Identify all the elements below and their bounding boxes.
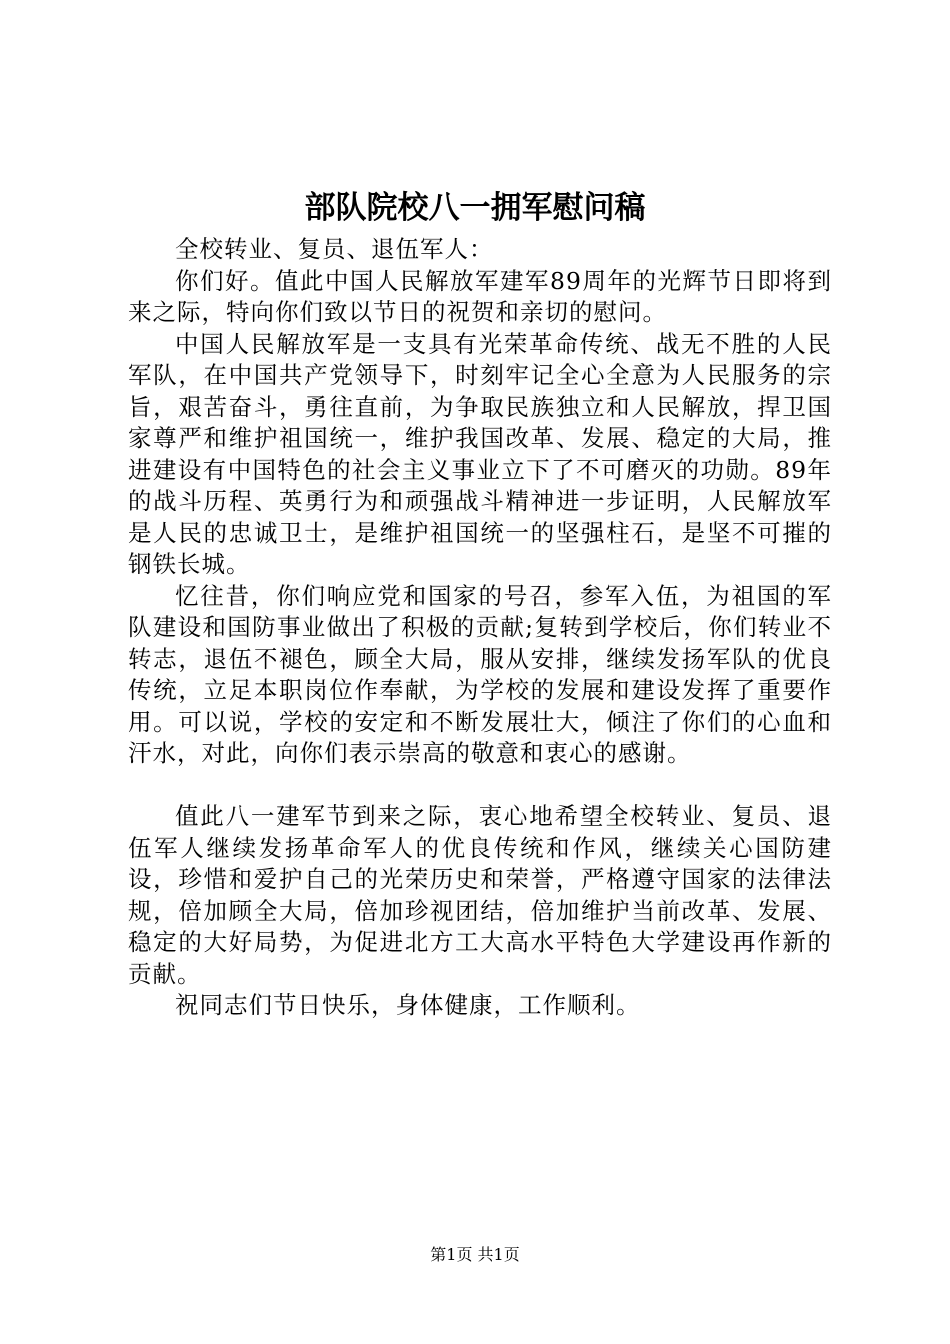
page-number-footer: 第1页 共1页 [430,1245,520,1264]
salutation: 全校转业、复员、退伍军人： [175,235,494,263]
greeting-paragraph: 你们好。值此中国人民解放军建军89周年的光辉节日即将到来之际，特向你们致以节日的祝贺和亲切的慰问。 [128,266,832,326]
contribution-paragraph: 忆往昔，你们响应党和国家的号召，参军入伍，为祖国的军队建设和国防事业做出了积极的贡献;复转到学校后，你们转业不转志，退伍不褪色，顾全大局，服从安排，继续发扬军队的优良传统，立足本职岗位作奉献，为学校的发展和建设发挥了重要作用。可以说，学校的安定和不断发展壮大，倾注了你们的心血和汗水，对此，向你们表示崇高的敬意和衷心的感谢。 [128,581,832,767]
document-title: 部队院校八一拥军慰问稿 [304,190,646,226]
hope-paragraph: 值此八一建军节到来之际，衷心地希望全校转业、复员、退伍军人继续发扬革命军人的优良传统和作风，继续关心国防建设，珍惜和爱护自己的光荣历史和荣誉，严格遵守国家的法律法规，倍加顾全大局，倍加珍视团结，倍加维护当前改革、发展、稳定的大好局势，为促进北方工大高水平特色大学建设再作新的贡献。 [128,802,832,988]
document-body [128,234,832,1022]
closing-wish: 祝同志们节日快乐，身体健康，工作顺利。 [175,991,641,1019]
pla-history-paragraph: 中国人民解放军是一支具有光荣革命传统、战无不胜的人民军队，在中国共产党领导下，时刻牢记全心全意为人民服务的宗旨，艰苦奋斗，勇往直前，为争取民族独立和人民解放，捍卫国家尊严和维护祖国统一，维护我国改革、发展、稳定的大局，推进建设有中国特色的社会主义事业立下了不可磨灭的功勋。89年的战斗历程、英勇行为和顽强战斗精神进一步证明，人民解放军是人民的忠诚卫士，是维护祖国统一的坚强柱石，是坚不可摧的钢铁长城。 [128,329,832,578]
paragraph-gap [128,770,832,802]
